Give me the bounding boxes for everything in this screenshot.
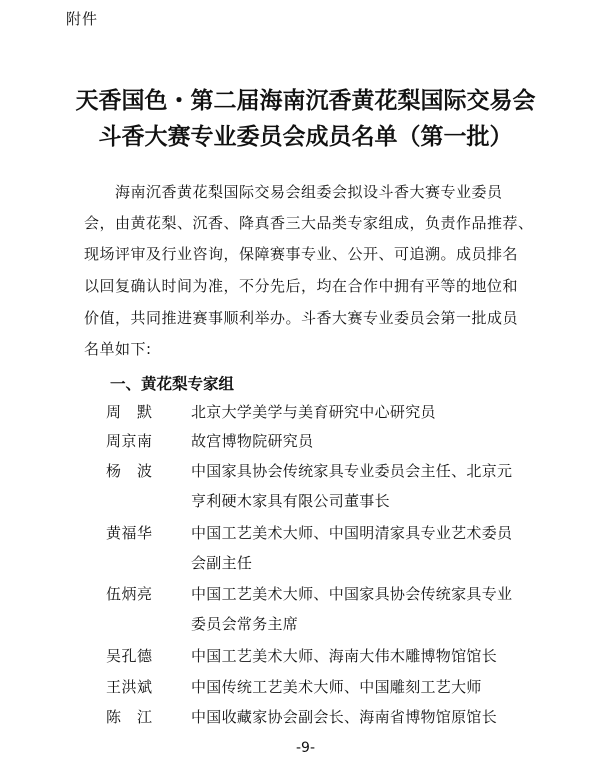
intro-paragraph-line: 现场评审及行业咨询，保障赛事专业、公开、可追溯。成员排名 bbox=[84, 245, 519, 263]
member-role: 故宫博物院研究员 bbox=[191, 432, 314, 450]
member-role: 中国传统工艺美术大师、中国雕刻工艺大师 bbox=[191, 678, 482, 696]
member-name: 黄福华 bbox=[106, 524, 153, 542]
intro-paragraph-line: 以回复确认时间为准，不分先后，均在合作中拥有平等的地位和 bbox=[84, 277, 519, 295]
intro-paragraph-line: 海南沉香黄花梨国际交易会组委会拟设斗香大赛专业委员 bbox=[84, 183, 503, 201]
member-role-continued: 会副主任 bbox=[191, 554, 253, 572]
document-title-line-1: 天香国色・第二届海南沉香黄花梨国际交易会 bbox=[75, 88, 536, 114]
page-number: -9- bbox=[295, 740, 315, 756]
member-role-continued: 委员会常务主席 bbox=[191, 615, 299, 633]
member-role-continued: 亨利硬木家具有限公司董事长 bbox=[191, 492, 390, 510]
member-role: 中国收藏家协会副会长、海南省博物馆原馆长 bbox=[191, 708, 498, 726]
intro-paragraph-line: 价值，共同推进赛事顺利举办。斗香大赛专业委员会第一批成员 bbox=[84, 309, 519, 327]
attachment-label: 附件 bbox=[66, 10, 99, 28]
member-role: 中国家具协会传统家具专业委员会主任、北京元 bbox=[191, 462, 513, 480]
section-heading: 一、黄花梨专家组 bbox=[110, 375, 235, 393]
member-role: 中国工艺美术大师、海南大伟木雕博物馆馆长 bbox=[191, 647, 498, 665]
member-name: 王洪斌 bbox=[106, 678, 153, 696]
member-name: 陈 江 bbox=[106, 708, 153, 726]
member-role: 中国工艺美术大师、中国家具协会传统家具专业 bbox=[191, 585, 513, 603]
member-name: 杨 波 bbox=[106, 462, 153, 480]
member-name: 吴孔德 bbox=[106, 647, 153, 665]
document-title-line-2: 斗香大赛专业委员会成员名单（第一批） bbox=[98, 124, 513, 150]
member-role: 北京大学美学与美育研究中心研究员 bbox=[191, 403, 436, 421]
member-role: 中国工艺美术大师、中国明清家具专业艺术委员 bbox=[191, 524, 513, 542]
member-name: 周京南 bbox=[106, 432, 153, 450]
member-name: 周 默 bbox=[106, 403, 153, 421]
intro-paragraph-line: 名单如下: bbox=[84, 340, 152, 358]
intro-paragraph-line: 会，由黄花梨、沉香、降真香三大品类专家组成，负责作品推荐、 bbox=[84, 214, 534, 232]
member-name: 伍炳亮 bbox=[106, 585, 153, 603]
